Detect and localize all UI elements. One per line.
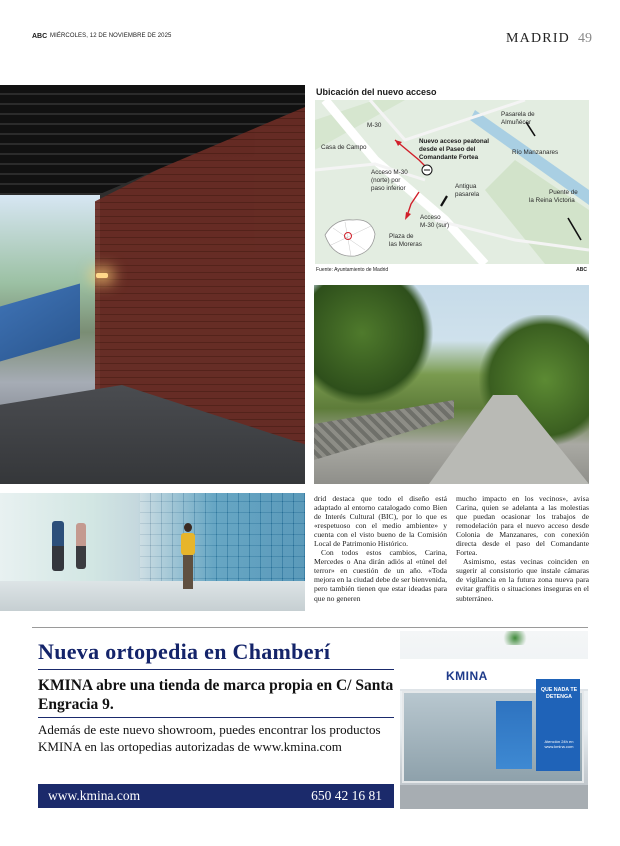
article-paragraph: Con todos estos cambios, Carina, Mercedes o Ana dirán adiós al «túnel del terror» en cuestión de un año. «Toda mejora en la ciudad debe de ser bienvenida, pero también tienen que estar ideadas para que no generen [314, 548, 447, 603]
svg-text:Casa de Campo: Casa de Campo [321, 144, 367, 151]
ad-phone: 650 42 16 81 [311, 788, 382, 803]
ad-body: Además de este nuevo showroom, puedes encontrar los productos KMINA en las ortopedias autorizadas de www.kmina.com [38, 722, 381, 754]
svg-text:Almuñécar: Almuñécar [501, 119, 532, 126]
article-column-left [314, 494, 447, 603]
pedestrian-figure [52, 521, 64, 571]
svg-text:Comandante Fortea: Comandante Fortea [419, 154, 479, 161]
map-graphic [315, 100, 589, 264]
map-svg [315, 100, 589, 264]
shop-panel-sub: Atención 24h en www.kmina.com [544, 739, 574, 749]
svg-text:Acceso M-30: Acceso M-30 [371, 169, 408, 176]
corridor-render-photo [0, 493, 305, 611]
plant-icon [500, 631, 530, 645]
svg-text:Pasarela de: Pasarela de [501, 111, 535, 118]
newspaper-brand: ABC [32, 33, 48, 40]
svg-text:la Reina Victoria: la Reina Victoria [529, 197, 575, 204]
pedestrian-figure [76, 523, 86, 569]
tree-cluster-left [314, 285, 434, 405]
shop-logo: KMINA [446, 669, 488, 683]
svg-text:las Moreras: las Moreras [389, 241, 422, 248]
svg-text:M-30: M-30 [367, 122, 382, 129]
ad-title: Nueva ortopedia en Chamberí [38, 639, 331, 664]
ad-website-link[interactable]: www.kmina.com [48, 788, 141, 803]
svg-text:Río Manzanares: Río Manzanares [512, 149, 559, 156]
page-header [32, 31, 592, 51]
pedestrian-figure [180, 523, 196, 593]
project-render-photo [314, 285, 589, 484]
svg-text:M-30 (sur): M-30 (sur) [420, 222, 450, 229]
ad-subtitle: KMINA abre una tienda de marca propia en C/ Santa Engracia 9. [38, 677, 394, 713]
section-title: MADRID [506, 31, 570, 46]
shop-photo [400, 631, 588, 809]
map-title: Ubicación del nuevo acceso [316, 87, 437, 97]
svg-text:(norte) por: (norte) por [371, 177, 401, 184]
shop-panel-title: QUE NADA TE DETENGA [540, 687, 578, 700]
shop-poster [496, 701, 532, 769]
ad-contact-bar [38, 784, 394, 808]
svg-text:Nuevo acceso peatonal: Nuevo acceso peatonal [419, 138, 489, 145]
lamp-icon [96, 273, 108, 278]
svg-text:pasarela: pasarela [455, 191, 480, 198]
shop-panel [536, 679, 580, 771]
issue-date: MIÉRCOLES, 12 DE NOVIEMBRE DE 2025 [50, 33, 172, 39]
article-paragraph: Asimismo, estas vecinas coinciden en sugerir al consistorio que instale cámaras de vigilancia en la futura zona nueva para evitar graffitis o situaciones inseguras en el subterráneo. [456, 557, 589, 603]
svg-text:paso inferior: paso inferior [371, 185, 406, 192]
map-credit: ABC [576, 267, 587, 273]
ad-rule-top [38, 669, 394, 670]
page-number: 49 [578, 31, 592, 46]
svg-text:Antigua: Antigua [455, 183, 477, 190]
article-paragraph: mucho impacto en los vecinos», avisa Carina, quien se adelanta a las molestias que puedan ocasionar los trabajos de remodelación para el nuevo acceso desde Colonia de Manzanares, con conexión directa desde el paso del Comandante Fortea. [456, 494, 589, 558]
svg-text:desde el Paseo del: desde el Paseo del [419, 146, 476, 153]
svg-text:Plaza de: Plaza de [389, 233, 414, 240]
ad-rule-mid [38, 717, 394, 718]
corridor-floor [0, 581, 305, 611]
article-paragraph: drid destaca que todo el diseño está adaptado al entorno catalogado como Bien de Interés Cultural (BIC), por lo que es «respetuoso con el medio ambiente» y cuenta con el visto bueno de la Comisión Local de Patrimonio Histórico. [314, 494, 447, 549]
pavement [400, 785, 588, 809]
ad-divider [32, 627, 588, 628]
svg-text:Puente de: Puente de [549, 189, 578, 196]
location-map [313, 85, 589, 277]
svg-text:Acceso: Acceso [420, 214, 441, 221]
stone-wall [314, 400, 454, 460]
tunnel-photo [0, 85, 305, 484]
map-source: Fuente: Ayuntamiento de Madrid [316, 267, 389, 273]
article-column-right [456, 494, 589, 603]
